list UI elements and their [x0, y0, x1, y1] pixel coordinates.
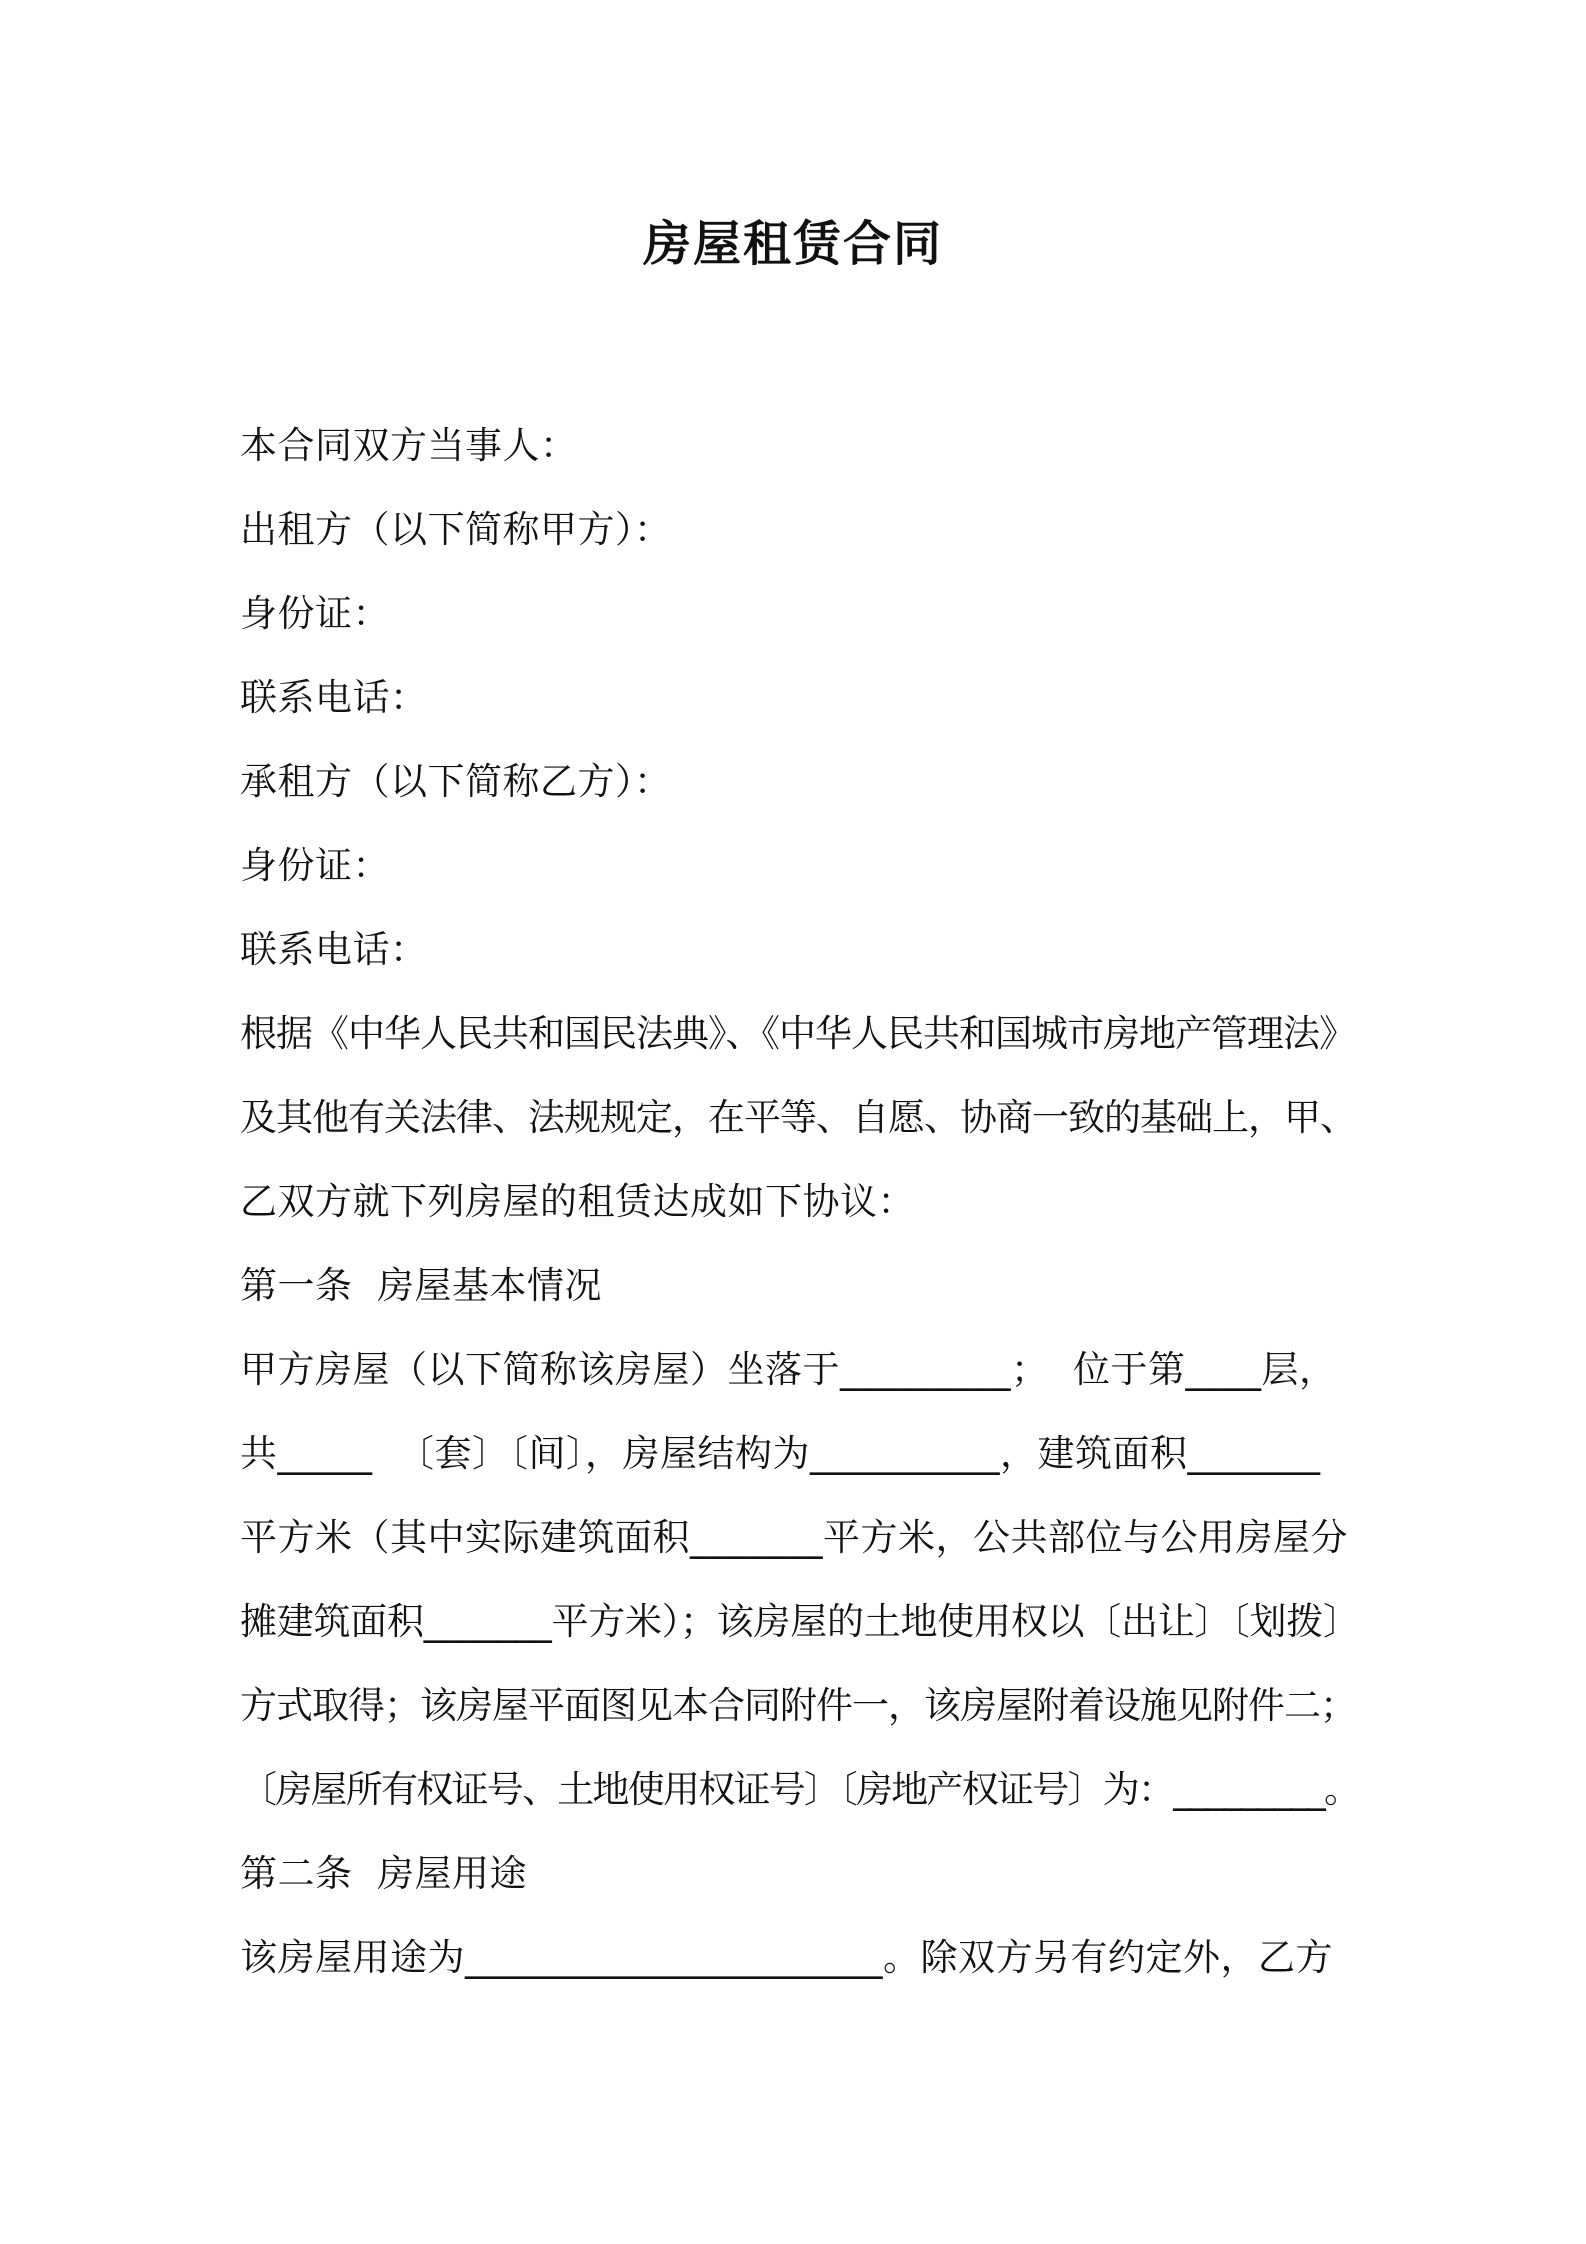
preamble-line: 乙双方就下列房屋的租赁达成如下协议：	[240, 1180, 915, 1223]
lessee-line: 承租方（以下简称乙方）：	[240, 760, 672, 803]
lessee-id-line: 身份证：	[240, 844, 390, 887]
article-1-line: 摊建筑面积_______平方米）；该房屋的土地使用权以〔出让〕〔划拨〕	[240, 1600, 1360, 1643]
article-1-line: 甲方房屋（以下简称该房屋）坐落于_________； 位于第____层，	[240, 1348, 1337, 1391]
lessor-id-line: 身份证：	[240, 592, 390, 635]
document-body	[240, 404, 1360, 2000]
lessee-phone-line: 联系电话：	[240, 928, 428, 971]
article-1-line: 平方米（其中实际建筑面积_______平方米，公共部位与公用房屋分	[240, 1516, 1348, 1559]
lessor-line: 出租方（以下简称甲方）：	[240, 508, 672, 551]
lessor-phone-line: 联系电话：	[240, 676, 428, 719]
parties-heading: 本合同双方当事人：	[240, 424, 578, 467]
document-title: 房屋租赁合同	[642, 216, 943, 272]
article-1-heading: 第一条 房屋基本情况	[240, 1264, 603, 1307]
article-1-line: 共_____ 〔套〕〔间〕，房屋结构为__________，建筑面积_______	[240, 1432, 1321, 1475]
article-2-heading: 第二条 房屋用途	[240, 1852, 528, 1895]
preamble-line: 及其他有关法律、法规规定，在平等、自愿、协商一致的基础上，甲、	[240, 1096, 1356, 1139]
preamble-line: 根据《中华人民共和国民法典》、《中华人民共和国城市房地产管理法》	[240, 1012, 1355, 1055]
article-1-line: 〔房屋所有权证号、土地使用权证号〕〔房地产权证号〕为：_________。	[240, 1768, 1360, 1811]
article-1-line: 方式取得；该房屋平面图见本合同附件一，该房屋附着设施见附件二；	[240, 1684, 1356, 1727]
article-2-line: 该房屋用途为______________________。除双方另有约定外，乙方	[240, 1936, 1333, 1979]
